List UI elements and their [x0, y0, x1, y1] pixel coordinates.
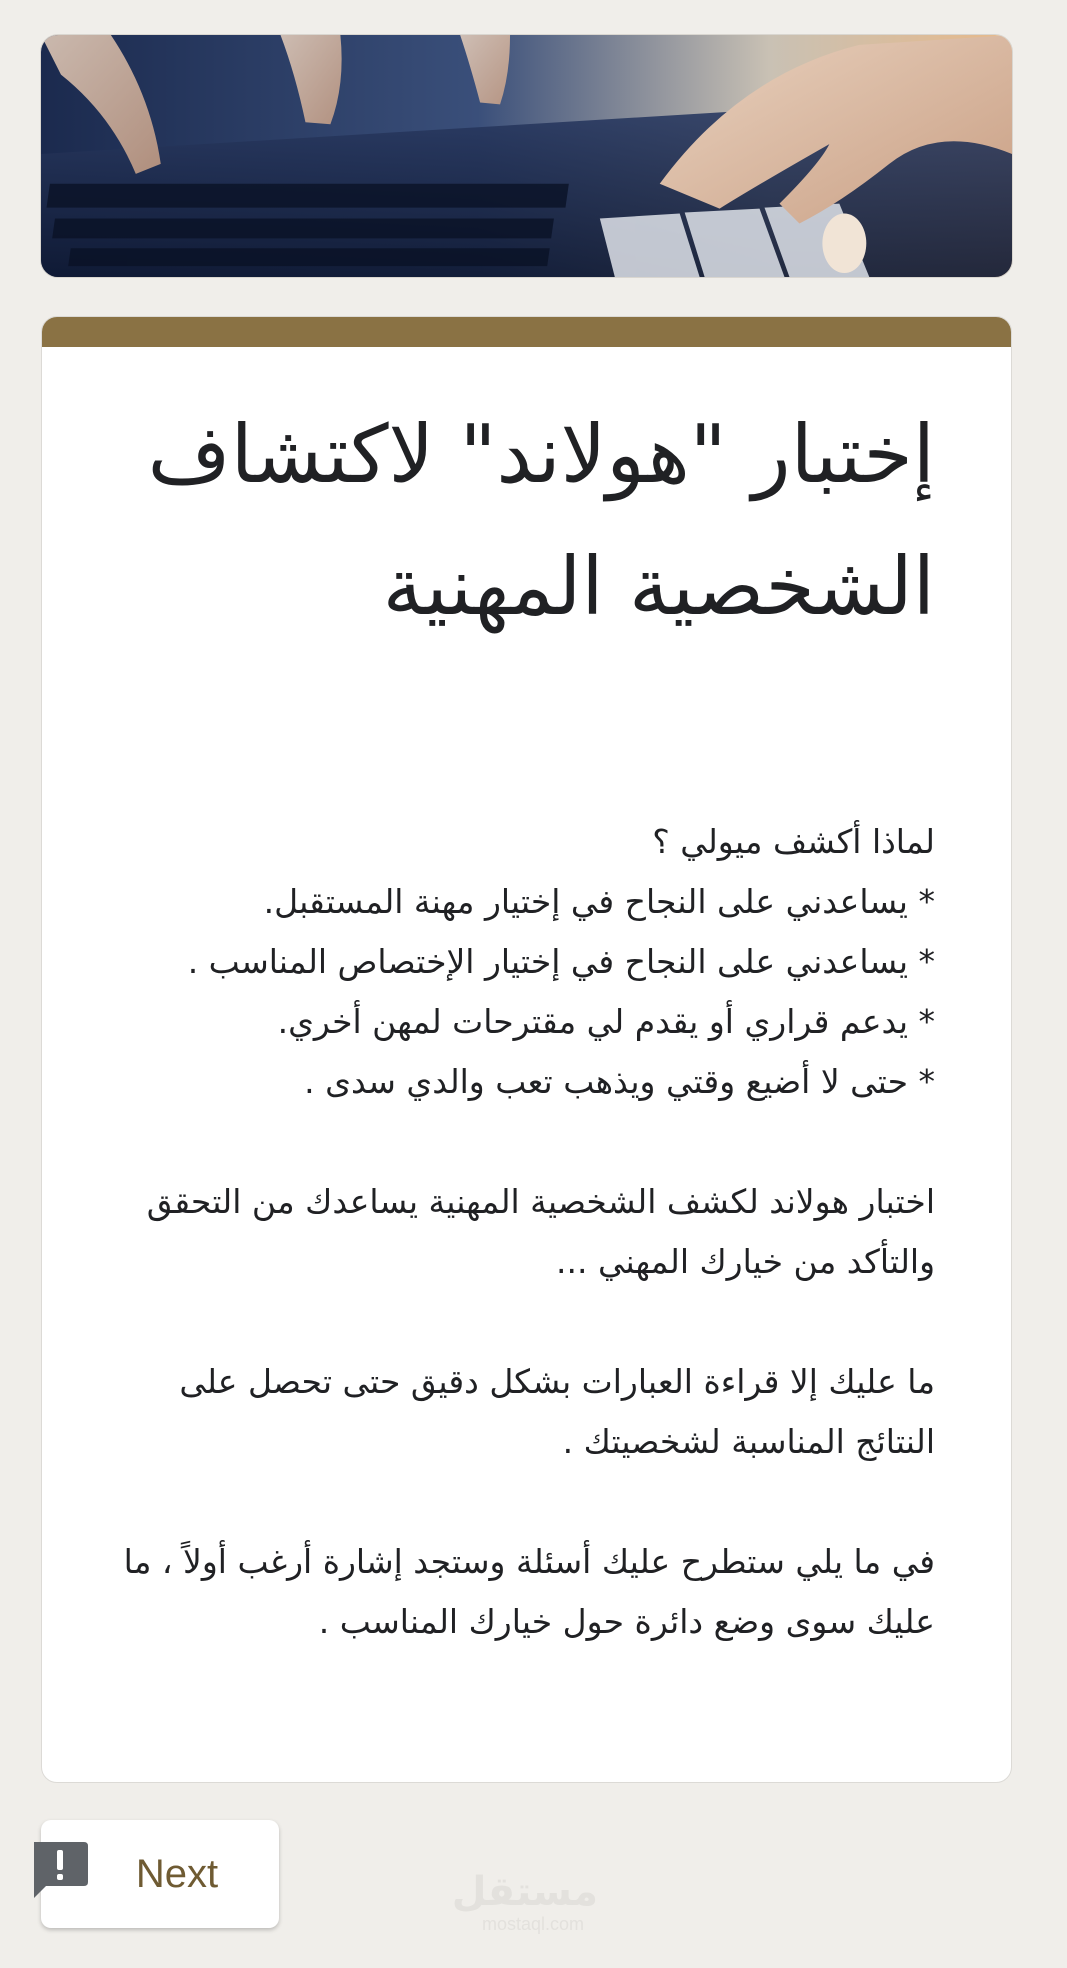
form-title: إختبار "هولاند" لاكتشاف الشخصية المهنية [147, 408, 935, 633]
watermark-latin-text: mostaql.com [481, 1914, 585, 1934]
exclamation-alert-icon[interactable] [28, 1838, 90, 1900]
form-description: لماذا أكشف ميولي ؟ * يساعدني على النجاح في إختيار مهنة المستقبل. * يساعدني على النجاح في إختيار الإختصاص المناسب . * يدعم قراري أو يقدم لي مقترحات لمهن أخري. * حتى لا أضيع وقتي ويذهب تعب والدي سدى . اختبار هولاند لكشف الشخصية المهنية يساعدك من التحقق والتأكد من خيارك المهني ... ما عليك إلا قراءة العبارات بشكل دقيق حتى تحصل على النتائج المناسبة لشخصيتك . في ما يلي ستطرح عليك أسئلة وستجد إشارة أرغب أولاً ، ما عليك سوى وضع دائرة حول خيارك المناسب . [123, 822, 935, 1641]
form-header-card [41, 316, 1012, 1783]
header-banner-image [40, 34, 1013, 278]
piano-hands-image [41, 35, 1012, 277]
theme-accent-bar [42, 317, 1011, 347]
watermark-arabic-text: مستقل [451, 1869, 598, 1915]
watermark-logo [451, 1869, 598, 1934]
next-button-label: Next [135, 1851, 219, 1896]
